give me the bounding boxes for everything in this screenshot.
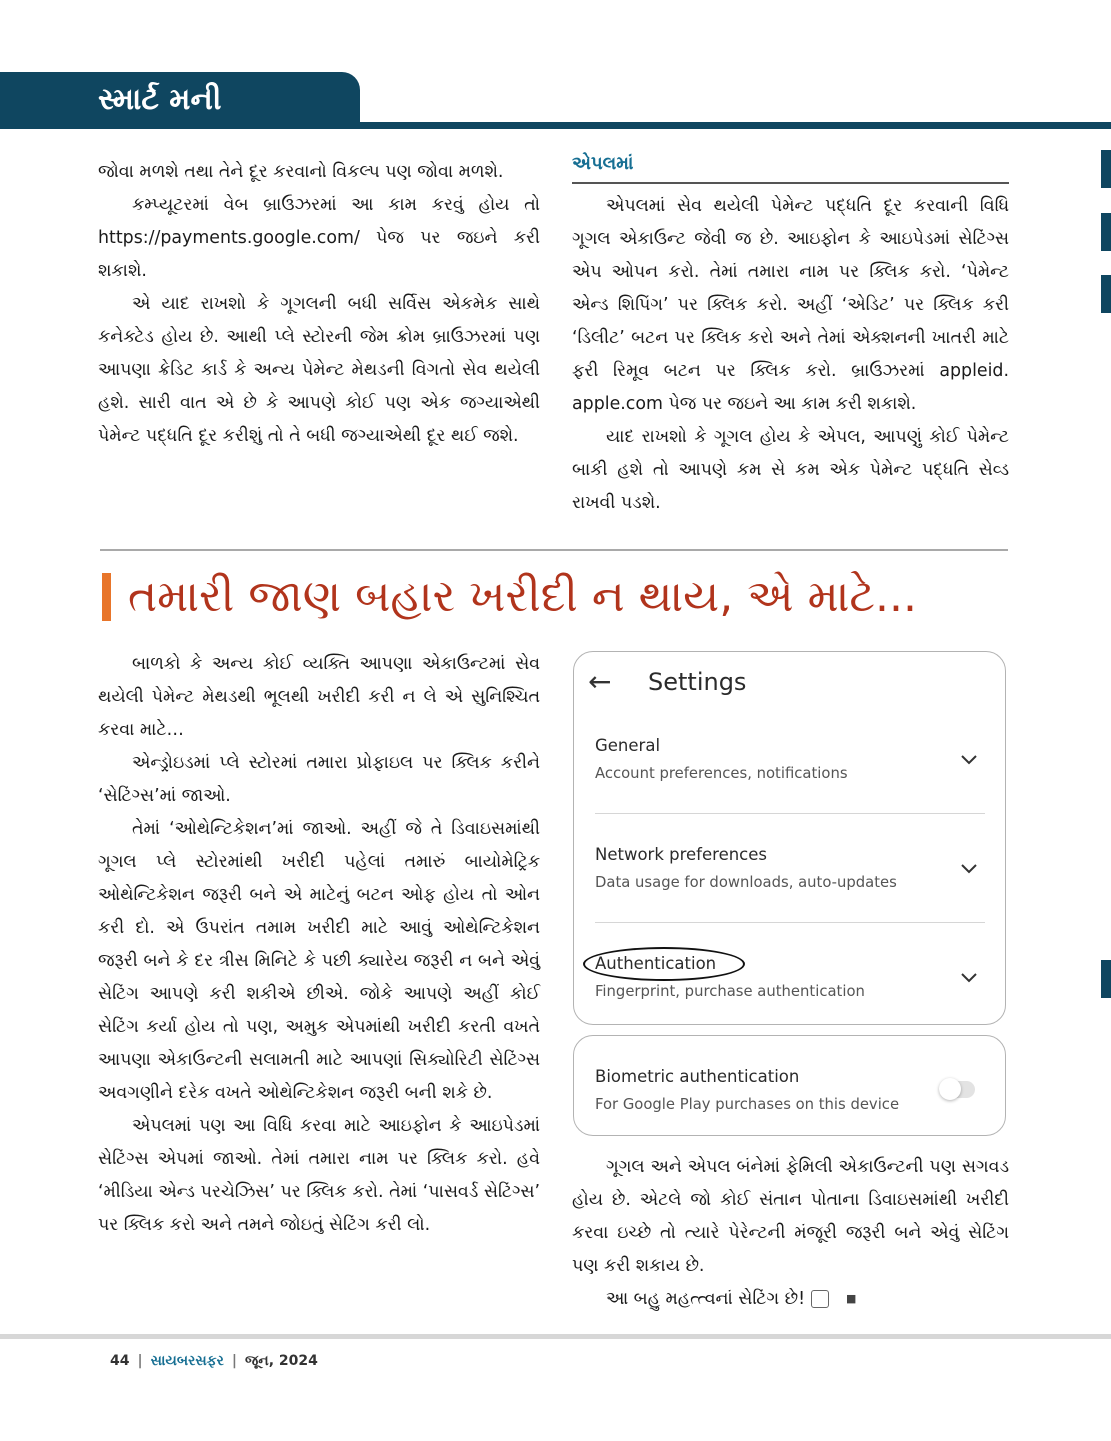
paragraph: જોવા મળશે તથા તેને દૂર કરવાનો વિકલ્પ પણ જોવા મળશે. (98, 162, 504, 182)
biometric-subtitle: For Google Play purchases on this device (595, 1096, 900, 1113)
paragraph: એન્ડ્રોઇડમાં પ્લે સ્ટોરમાં તમારા પ્રોફાઇલ પર ક્લિક કરીને ‘સેટિંગ્સ’માં જાઓ. (98, 753, 540, 806)
page-footer (110, 1350, 318, 1372)
settings-item-authentication-subtitle: Fingerprint, purchase authentication (595, 983, 865, 1000)
settings-item-network-subtitle: Data usage for downloads, auto-updates (595, 874, 897, 891)
section-title: સ્માર્ટ મની (98, 82, 222, 117)
paragraph: બાળકો કે અન્ય કોઈ વ્યક્તિ આપણા એકાઉન્ટમાં સેવ થયેલી પેમેન્ટ મેથડથી ભૂલથી ખરીદી કરી ન લે એ સુનિશ્ચિત કરવા માટે… (98, 654, 540, 740)
right-column-top (572, 190, 1009, 520)
paragraph: એપલમાં પણ આ વિધિ કરવા માટે આઇફોન કે આઇપેડમાં સેટિંગ્સ એપમાં જાઓ. તેમાં તમારા નામ પર ક્લિક કરો. હવે ‘મીડિયા એન્ડ પરચેઝિસ’ પર ક્લિક કરો. તેમાં ‘પાસવર્ડ સેટિંગ્સ’ પર ક્લિક કરો અને તમને જોઇતું સેટિંગ કરી લો. (98, 1116, 540, 1235)
settings-item-authentication-title[interactable]: Authentication (595, 954, 717, 973)
settings-separator (595, 922, 985, 923)
biometric-toggle[interactable] (939, 1081, 975, 1098)
chevron-down-icon[interactable] (958, 966, 980, 988)
end-mark-icon: ■ (811, 1290, 829, 1308)
settings-item-general-subtitle: Account preferences, notifications (595, 765, 848, 782)
footer-separator: | (137, 1353, 143, 1369)
article-title: તમારી જાણ બહાર ખરીદી ન થાય, એ માટે... (128, 571, 917, 622)
back-arrow-icon[interactable]: ← (588, 665, 612, 698)
paragraph: એ યાદ રાખશો કે ગૂગલની બધી સર્વિસ એકમેક સાથે કનેક્ટેડ હોય છે. આથી પ્લે સ્ટોરની જેમ ક્રોમ બ્રાઉઝરમાં પણ આપણા ક્રેડિટ કાર્ડ કે અન્ય પેમેન્ટ મેથડની વિગતો સેવ થયેલી હશે. સારી વાત એ છે કે આપણે કોઈ પણ એક જગ્યાએથી પેમેન્ટ પદ્ધતિ દૂર કરીશું તો તે બધી જગ્યાએથી દૂર થઈ જશે. (98, 294, 540, 446)
edge-tab (1101, 275, 1111, 313)
settings-item-general-title[interactable]: General (595, 736, 661, 755)
left-column-top (98, 156, 540, 453)
settings-separator (595, 813, 985, 814)
footer-separator: | (231, 1353, 238, 1369)
edge-tab (1101, 150, 1111, 188)
closing-line (572, 1283, 1009, 1316)
right-column-bottom (572, 1151, 1009, 1316)
settings-title: Settings (648, 668, 747, 696)
settings-item-network-title[interactable]: Network preferences (595, 845, 767, 864)
paragraph: ગૂગલ અને એપલ બંનેમાં ફેમિલી એકાઉન્ટની પણ સગવડ હોય છે. એટલે જો કોઈ સંતાન પોતાના ડિવાઇસમાંથી ખરીદી કરવા ઇચ્છે તો ત્યારે પેરેન્ટની મંજૂરી જરૂરી બને એવું સેટિંગ પણ કરી શકાય છે. (572, 1157, 1009, 1276)
footer-rule (0, 1334, 1111, 1339)
closing-text: આ બહુ મહત્ત્વનાં સેટિંગ છે! (606, 1289, 806, 1309)
page-number: 44 (110, 1353, 130, 1369)
paragraph: તેમાં ‘ઓથેન્ટિકેશન’માં જાઓ. અહીં જે તે ડિવાઇસમાંથી ગૂગલ પ્લે સ્ટોરમાંથી ખરીદી પહેલાં તમારું બાયોમેટ્રિક ઓથેન્ટિકેશન જરૂરી બને એ માટેનું બટન ઓફ હોય તો ઓન કરી દો. એ ઉપરાંત તમામ ખરીદી માટે આવું ઓથેન્ટિકેશન જરૂરી બને કે દર ત્રીસ મિનિટે કે પછી ક્યારેય જરૂરી ન બને એવું સેટિંગ આપણે કરી શકીએ છીએ. જોકે આપણે અહીં કોઈ સેટિંગ કર્યા હોય તો પણ, અમુક એપમાંથી ખરીદી કરતી વખતે આપણા એકાઉન્ટની સલામતી માટે આપણાં સિક્યોરિટી સેટિંગ્સ અવગણીને દરેક વખતે ઓથેન્ટિકેશન જરૂરી બની શકે છે. (98, 819, 540, 1103)
issue-date: જૂન, 2024 (245, 1353, 318, 1369)
paragraph: કમ્પ્યૂટરમાં વેબ બ્રાઉઝરમાં આ કામ કરવું હોય તો https://payments.google.com/ પેજ પર જઇને કરી શકાશે. (98, 195, 540, 281)
magazine-name: સાયબરસફર (150, 1353, 224, 1369)
section-divider (100, 549, 1008, 551)
highlight-oval (583, 947, 745, 981)
edge-tab (1101, 960, 1111, 998)
apple-subheading: એપલમાં (572, 150, 1009, 184)
edge-tab (1101, 213, 1111, 251)
paragraph: એપલમાં સેવ થયેલી પેમેન્ટ પદ્ધતિ દૂર કરવાની વિધિ ગૂગલ એકાઉન્ટ જેવી જ છે. આઇફોન કે આઇપેડમાં સેટિંગ્સ એપ ઓપન કરો. તેમાં તમારા નામ પર ક્લિક કરો. ‘પેમેન્ટ એન્ડ શિપિંગ’ પર ક્લિક કરો. અહીં ‘એડિટ’ પર ક્લિક કરી ‘ડિલીટ’ બટન પર ક્લિક કરો અને તેમાં એક્શનની ખાતરી માટે ફરી રિમૂવ બટન પર ક્લિક કરો. બ્રાઉઝરમાં appleid. apple.com પેજ પર જઇને આ કામ કરી શકાશે. (572, 196, 1009, 414)
chevron-down-icon[interactable] (958, 857, 980, 879)
header-rule (0, 122, 1111, 129)
chevron-down-icon[interactable] (958, 748, 980, 770)
biometric-title: Biometric authentication (595, 1067, 800, 1086)
title-accent-bar (102, 573, 111, 621)
left-column-bottom (98, 648, 540, 1242)
toggle-knob (939, 1078, 961, 1100)
paragraph: યાદ રાખશો કે ગૂગલ હોય કે એપલ, આપણું કોઈ પેમેન્ટ બાકી હશે તો આપણે કમ સે કમ એક પેમેન્ટ પદ્ધતિ સેવ્ડ રાખવી પડશે. (572, 427, 1009, 513)
